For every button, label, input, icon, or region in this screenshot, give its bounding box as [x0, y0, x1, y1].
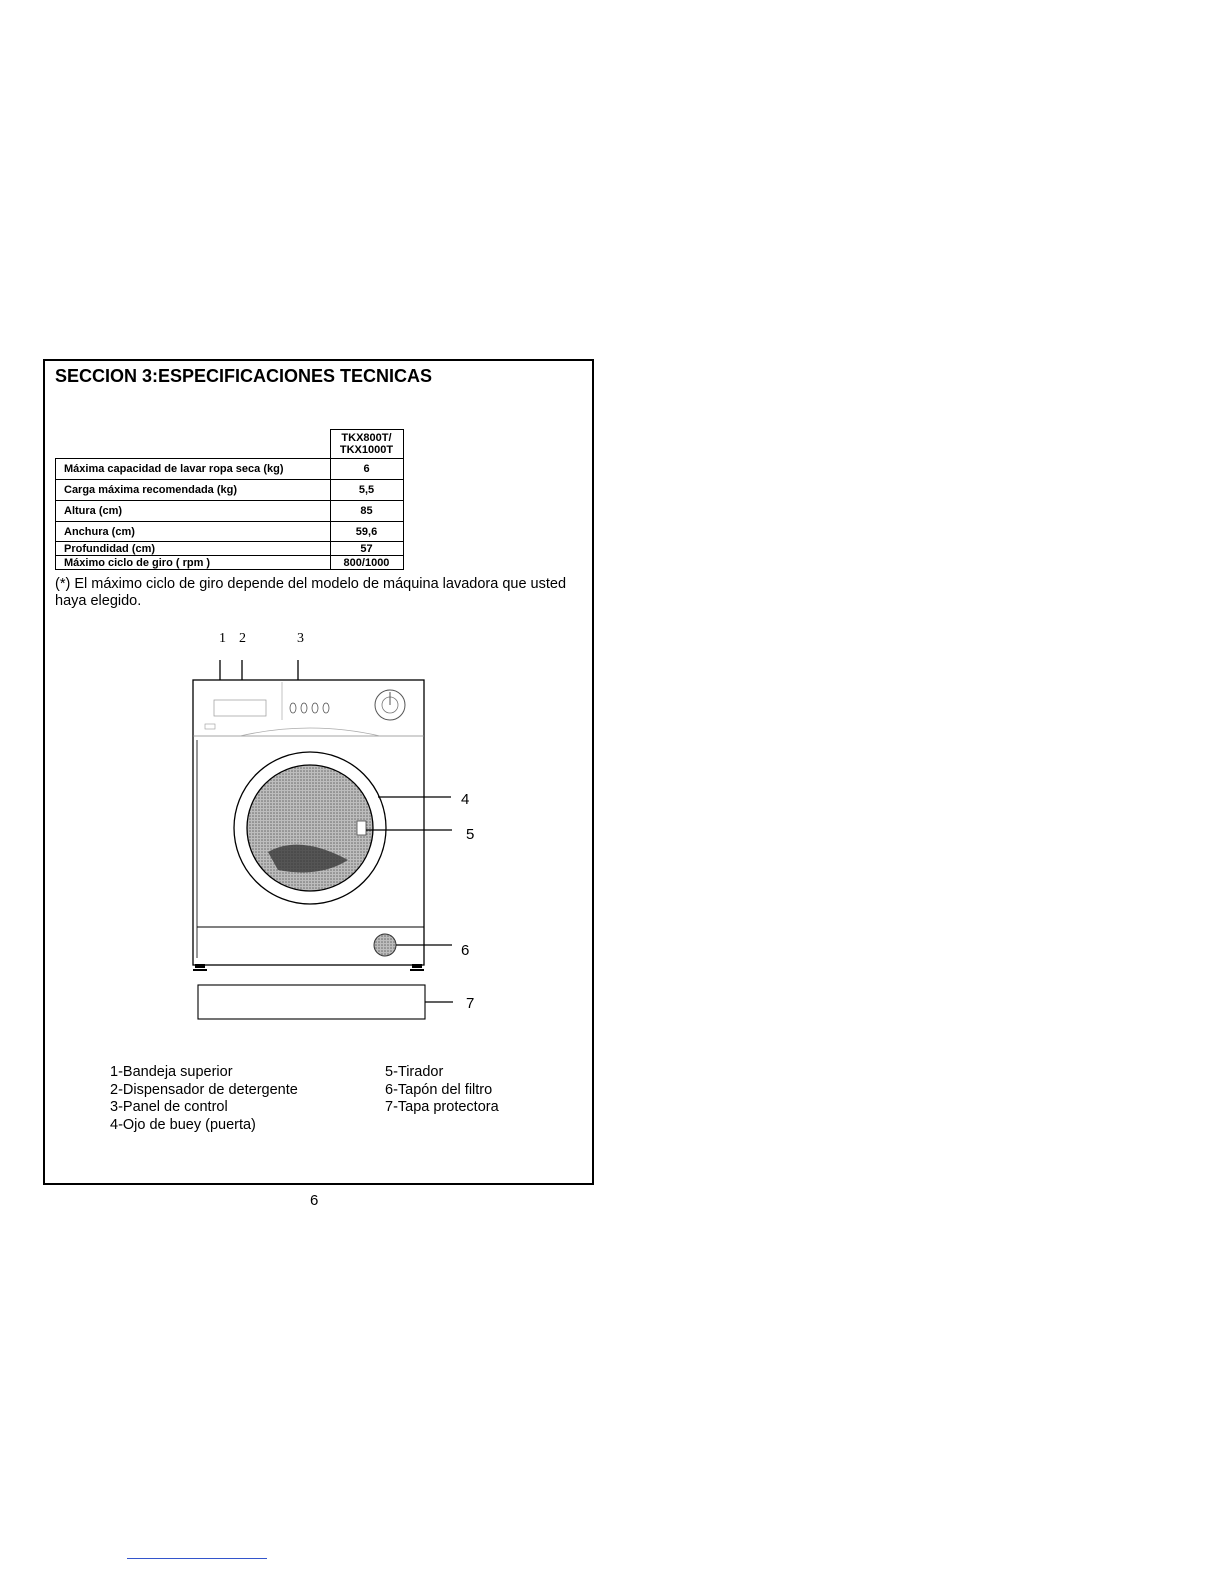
row-label: Máxima capacidad de lavar ropa seca (kg) [56, 459, 331, 480]
legend-left [110, 1064, 298, 1134]
row-label: Carga máxima recomendada (kg) [56, 480, 331, 501]
table-row [56, 480, 404, 501]
legend-item: 3-Panel de control [110, 1099, 228, 1115]
legend-item: 5-Tirador [385, 1064, 444, 1080]
callout-4: 4 [461, 791, 470, 808]
row-label: Profundidad (cm) [56, 542, 331, 556]
page-number: 6 [310, 1192, 319, 1209]
row-label: Anchura (cm) [56, 522, 331, 542]
callout-6: 6 [461, 942, 470, 959]
row-label: Máximo ciclo de giro ( rpm ) [56, 556, 331, 570]
legend-item: 6-Tapón del filtro [385, 1081, 493, 1098]
protective-cover [198, 985, 425, 1019]
callout-7: 7 [466, 995, 475, 1012]
row-value: 59,6 [330, 522, 403, 542]
table-header-row [56, 430, 404, 459]
footer-rule [127, 1558, 267, 1559]
row-value: 6 [330, 459, 403, 480]
legend-item: 2-Dispensador de detergente [110, 1081, 298, 1098]
row-value: 800/1000 [330, 556, 403, 570]
table-row [56, 459, 404, 480]
row-value: 5,5 [330, 480, 403, 501]
callout-5: 5 [466, 826, 475, 843]
legend-right [385, 1064, 499, 1117]
callout-2: 2 [239, 631, 246, 646]
spec-table [55, 429, 404, 570]
table-row [56, 522, 404, 542]
callout-3: 3 [297, 631, 304, 646]
filter-cap [374, 934, 396, 956]
model-header-line2: TKX1000T [339, 444, 394, 456]
section-title: SECCION 3:ESPECIFICACIONES TECNICAS [55, 366, 433, 386]
row-label: Altura (cm) [56, 501, 331, 522]
legend-item: 4-Ojo de buey (puerta) [110, 1116, 256, 1133]
table-row [56, 542, 404, 556]
row-value: 57 [330, 542, 403, 556]
footnote: (*) El máximo ciclo de giro depende del modelo de máquina lavadora que usted haya elegido. [55, 576, 567, 609]
washing-machine-diagram [150, 620, 490, 1030]
table-row [56, 556, 404, 570]
door-handle [357, 821, 366, 835]
legend-item: 1-Bandeja superior [110, 1064, 233, 1080]
row-value: 85 [330, 501, 403, 522]
table-row [56, 501, 404, 522]
model-header [330, 430, 403, 459]
model-header-line1: TKX800T/ [341, 432, 392, 444]
legend-item: 7-Tapa protectora [385, 1099, 499, 1115]
callout-1: 1 [219, 631, 226, 646]
